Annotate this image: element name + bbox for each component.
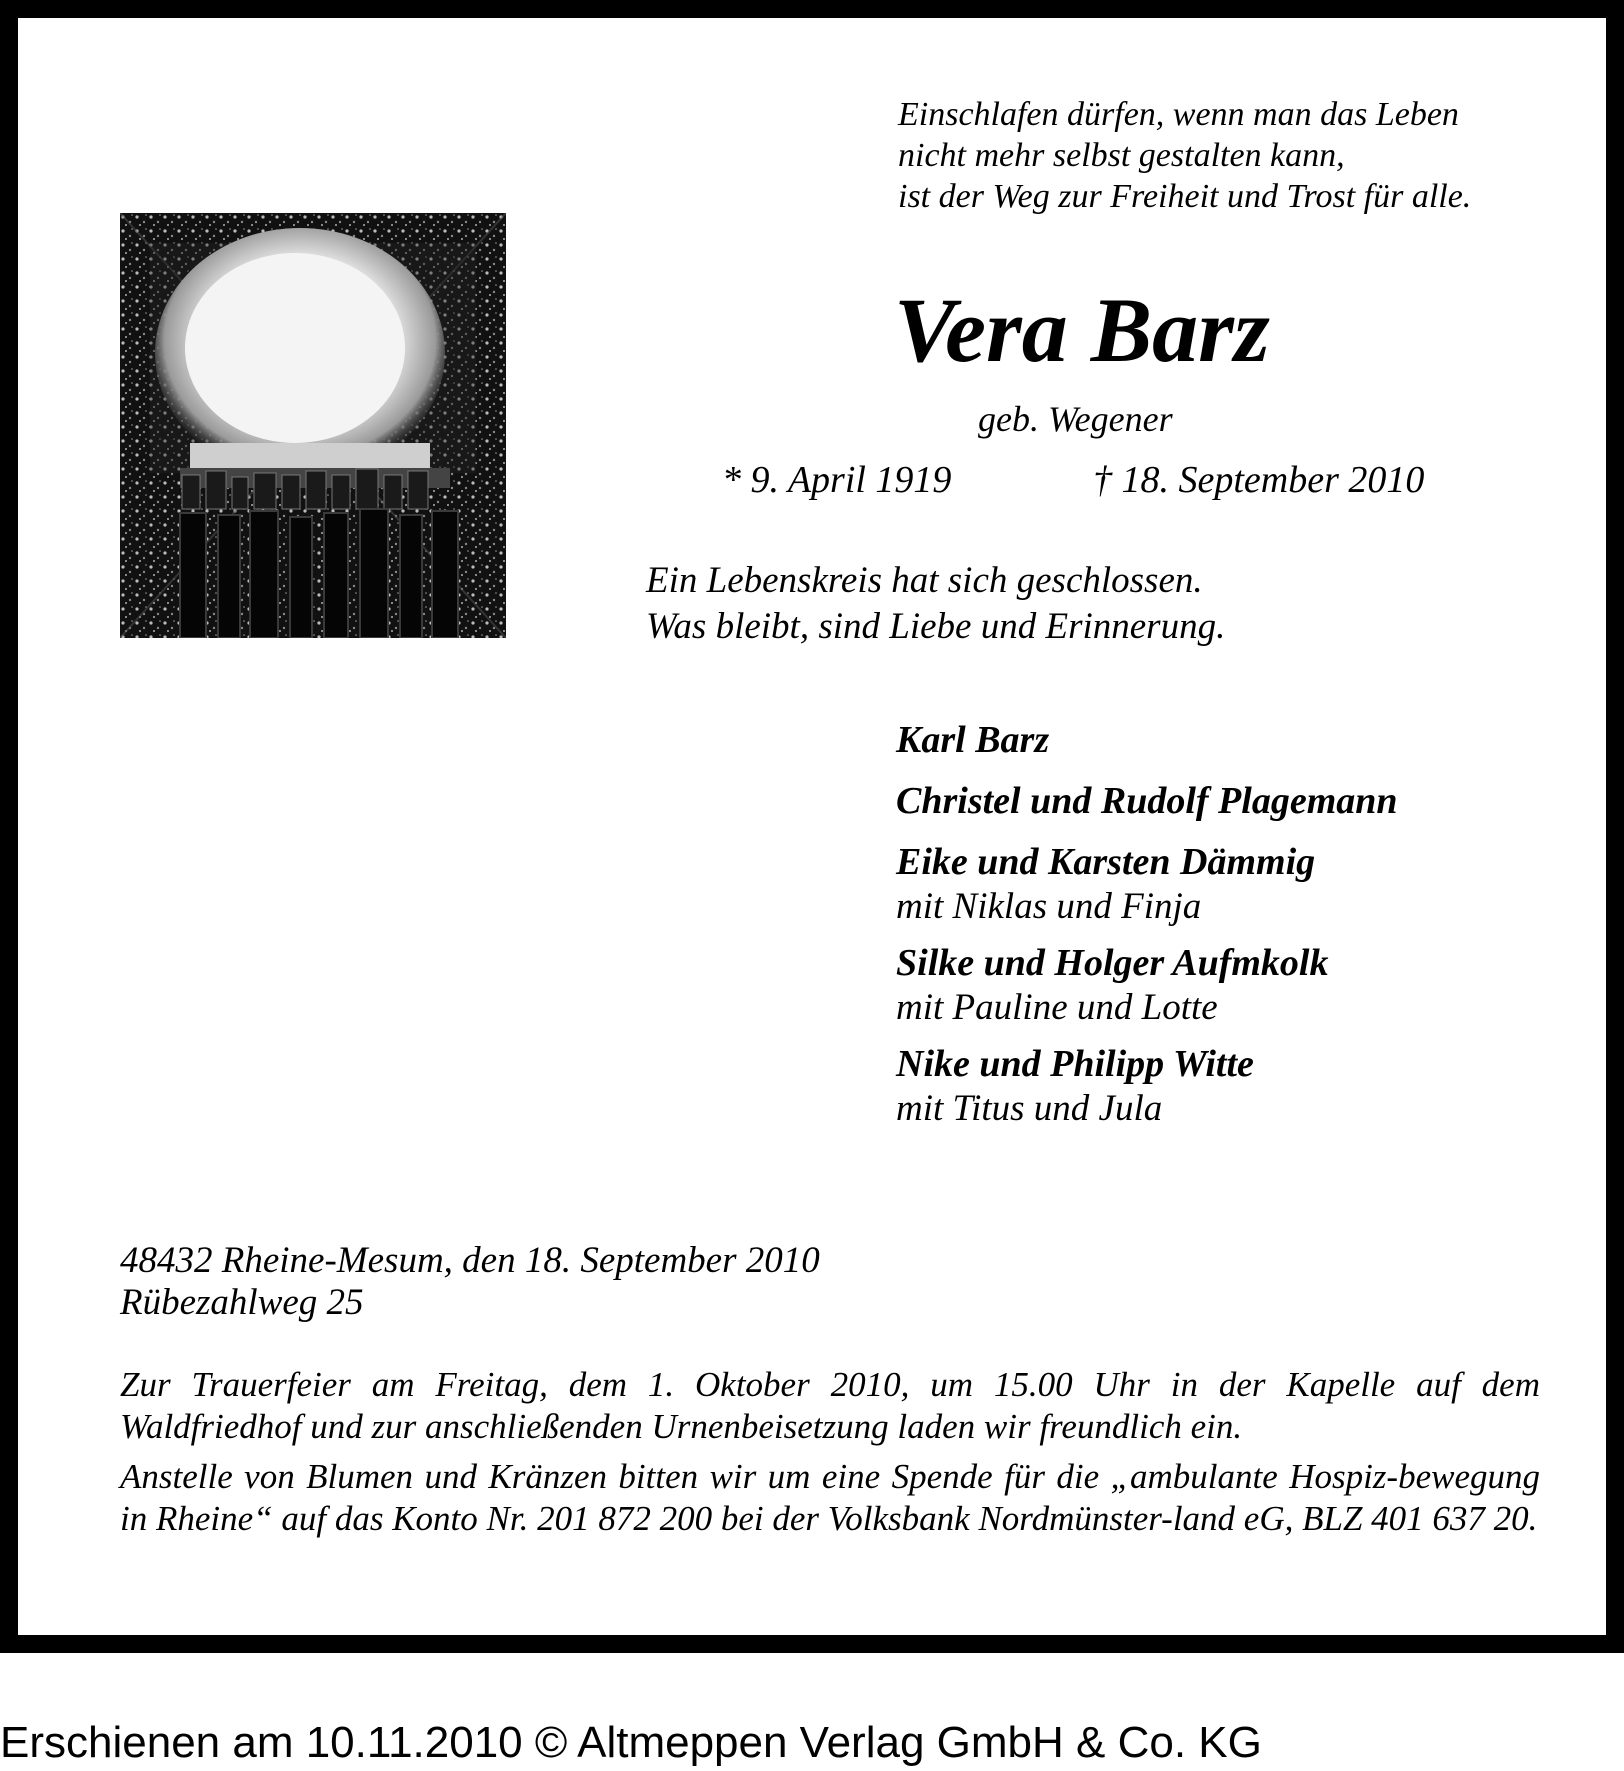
death-date: † 18. September 2010 [1093, 459, 1425, 501]
mourner-group [896, 1039, 1398, 1129]
verse [646, 558, 1225, 650]
mourner-group [896, 776, 1398, 826]
mourner-name: Nike und Philipp Witte [896, 1043, 1254, 1085]
funeral-note: Zur Trauerfeier am Freitag, dem 1. Oktober 2010, um 15.00 Uhr in der Kapelle auf dem Waldfriedhof und zur anschließenden Urnenbeisetzung laden wir freundlich ein. [120, 1365, 1540, 1446]
mourner-name: Eike und Karsten Dämmig [896, 841, 1316, 883]
verse-line: Was bleibt, sind Liebe und Erinnerung. [646, 606, 1226, 647]
verse-line: Ein Lebenskreis hat sich geschlossen. [646, 560, 1203, 601]
motto-line: Einschlafen dürfen, wenn man das Leben [898, 96, 1459, 133]
mourner-group [896, 837, 1398, 927]
address: Rübezahlweg 25 [120, 1282, 364, 1323]
mourner-name: Karl Barz [896, 719, 1050, 761]
donation-note: Anstelle von Blumen und Kränzen bitten wir um eine Spende für die „ambulante Hospiz-bewegung in Rheine“ auf das Konto Nr. 201 872 200 bei der Volksbank Nordmünster-land eG, BLZ 401 637 20. [120, 1457, 1540, 1538]
motto-line: nicht mehr selbst gestalten kann, [898, 137, 1345, 174]
notes [120, 1364, 1540, 1548]
born-name: geb. Wegener [978, 399, 1173, 439]
publication-footer: Erschienen am 10.11.2010 © Altmeppen Verlag GmbH & Co. KG [0, 1718, 1262, 1767]
mourner-children: mit Pauline und Lotte [896, 987, 1218, 1028]
mourner-name: Christel und Rudolf Plagemann [896, 780, 1398, 822]
mourner-group [896, 938, 1398, 1028]
birth-date: * 9. April 1919 [722, 459, 952, 501]
place-and-address [120, 1240, 820, 1324]
mourner-children: mit Niklas und Finja [896, 886, 1202, 927]
motto [898, 94, 1471, 217]
deceased-name: Vera Barz [894, 279, 1270, 381]
mourners-list [896, 715, 1398, 1140]
mourner-children: mit Titus und Jula [896, 1088, 1163, 1129]
place-date: 48432 Rheine-Mesum, den 18. September 2010 [120, 1240, 820, 1281]
candles-artwork-icon [120, 213, 506, 638]
mourner-name: Silke und Holger Aufmkolk [896, 942, 1329, 984]
mourner-group [896, 715, 1398, 765]
motto-line: ist der Weg zur Freiheit und Trost für alle. [898, 178, 1472, 215]
